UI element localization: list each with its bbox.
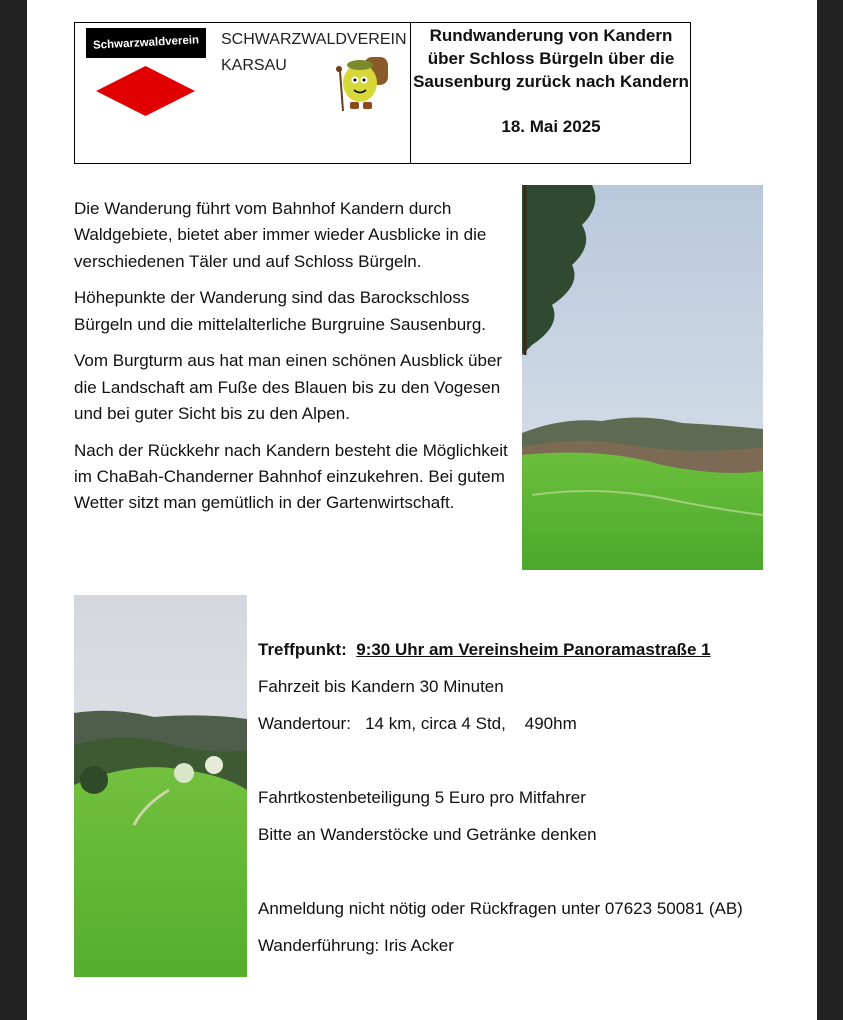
- guide-info: Wanderführung: Iris Acker: [258, 936, 454, 955]
- meeting-value: 9:30 Uhr am Vereinsheim Panoramastraße 1: [356, 640, 711, 659]
- header-table: [74, 22, 691, 164]
- event-date: 18. Mai 2025: [501, 117, 601, 136]
- drive-time: Fahrzeit bis Kandern 30 Minuten: [258, 677, 504, 696]
- club-name-line2: KARSAU: [221, 57, 287, 74]
- landscape-photo-bottom: [74, 595, 247, 977]
- meeting-label: Treffpunkt:: [258, 640, 347, 659]
- cost-info: Fahrtkostenbeteiligung 5 Euro pro Mitfahrer: [258, 788, 586, 807]
- club-name-line1: SCHWARZWALDVEREIN: [221, 31, 407, 48]
- intro-paragraph: Die Wanderung führt vom Bahnhof Kandern durch Waldgebiete, bietet aber immer wieder Ausblicke in die verschiedenen Täler und auf Schloss Bürgeln.: [74, 199, 487, 271]
- event-title: Rundwanderung von Kandern über Schloss Bürgeln über die Sausenburg zurück nach Kandern: [413, 26, 689, 91]
- logo-text: Schwarzwaldverein: [92, 34, 200, 52]
- landscape-photo-top: [522, 185, 763, 570]
- intro-paragraph: Nach der Rückkehr nach Kandern besteht die Möglichkeit im ChaBah-Chanderner Bahnhof einzukehren. Bei gutem Wetter sitzt man gemütlich in der Gartenwirtschaft.: [74, 440, 508, 513]
- logo-banner: [86, 28, 206, 58]
- meeting-point: [258, 640, 711, 660]
- intro-text: [74, 196, 514, 527]
- intro-paragraph: Vom Burgturm aus hat man einen schönen Ausblick über die Landschaft am Fuße des Blauen bis zu den Vogesen und bei guter Sicht bis zu den Alpen.: [74, 351, 503, 424]
- reminder: Bitte an Wanderstöcke und Getränke denken: [258, 825, 597, 844]
- tour-info: Wandertour: 14 km, circa 4 Std, 490hm: [258, 714, 577, 733]
- event-title-cell: [412, 23, 690, 138]
- header-divider: [410, 23, 411, 163]
- red-diamond-logo-icon: [95, 65, 196, 117]
- registration-info: Anmeldung nicht nötig oder Rückfragen unter 07623 50081 (AB): [258, 899, 743, 918]
- hiker-mascot-icon: [330, 53, 392, 113]
- intro-paragraph: Höhepunkte der Wanderung sind das Barockschloss Bürgeln und die mittelalterliche Burgruine Sausenburg.: [74, 288, 487, 334]
